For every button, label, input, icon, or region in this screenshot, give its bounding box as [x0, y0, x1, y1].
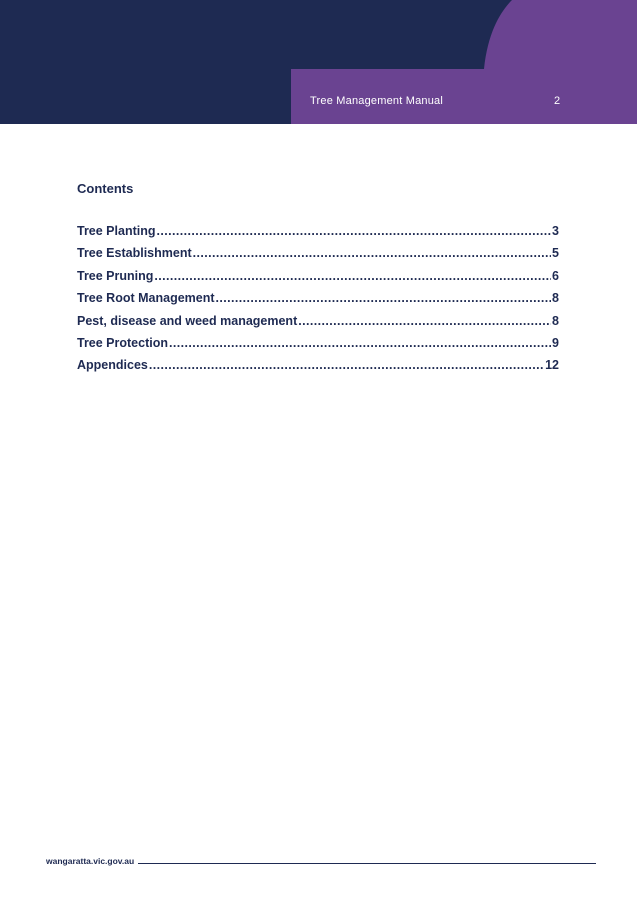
- toc-dot-leader: [149, 358, 544, 372]
- page-header-banner: [0, 0, 637, 124]
- toc-dot-leader: [157, 224, 552, 238]
- toc-entry-label: Tree Planting: [77, 224, 156, 238]
- toc-entry-page: 12: [545, 358, 559, 373]
- toc-entry-page: 5: [552, 246, 559, 261]
- toc-entry-label: Tree Protection: [77, 335, 168, 350]
- toc-dot-leader: [298, 314, 551, 328]
- toc-entry-label: Appendices: [77, 358, 148, 373]
- toc-entry-label: Tree Root Management: [77, 291, 215, 306]
- toc-entry-page: 9: [552, 335, 559, 350]
- toc-entry-tree-root-management[interactable]: [77, 291, 559, 313]
- toc-entry-page: 6: [552, 268, 559, 283]
- document-title: Tree Management Manual: [310, 95, 444, 107]
- toc-dot-leader: [193, 246, 551, 260]
- footer-website-link[interactable]: wangaratta.vic.gov.au: [46, 856, 135, 866]
- toc-entry-page: 8: [552, 291, 559, 306]
- toc-dot-leader: [169, 336, 551, 350]
- footer-divider: [138, 863, 596, 864]
- toc-entry-appendices[interactable]: [77, 358, 559, 380]
- toc-entry-page: 8: [552, 313, 559, 328]
- toc-entry-pest-disease-weed[interactable]: [77, 314, 559, 336]
- toc-entry-tree-pruning[interactable]: [77, 269, 559, 291]
- table-of-contents: [77, 224, 559, 381]
- toc-entry-tree-protection[interactable]: [77, 336, 559, 358]
- toc-dot-leader: [154, 269, 551, 283]
- toc-dot-leader: [216, 291, 552, 305]
- toc-entry-page: 3: [552, 224, 559, 238]
- toc-entry-label: Tree Establishment: [77, 246, 192, 261]
- page-number: 2: [554, 95, 561, 107]
- toc-entry-label: Tree Pruning: [77, 268, 154, 283]
- toc-entry-tree-planting[interactable]: [77, 224, 559, 246]
- toc-entry-label: Pest, disease and weed management: [77, 313, 298, 328]
- toc-entry-tree-establishment[interactable]: [77, 246, 559, 268]
- contents-heading: Contents: [77, 181, 134, 196]
